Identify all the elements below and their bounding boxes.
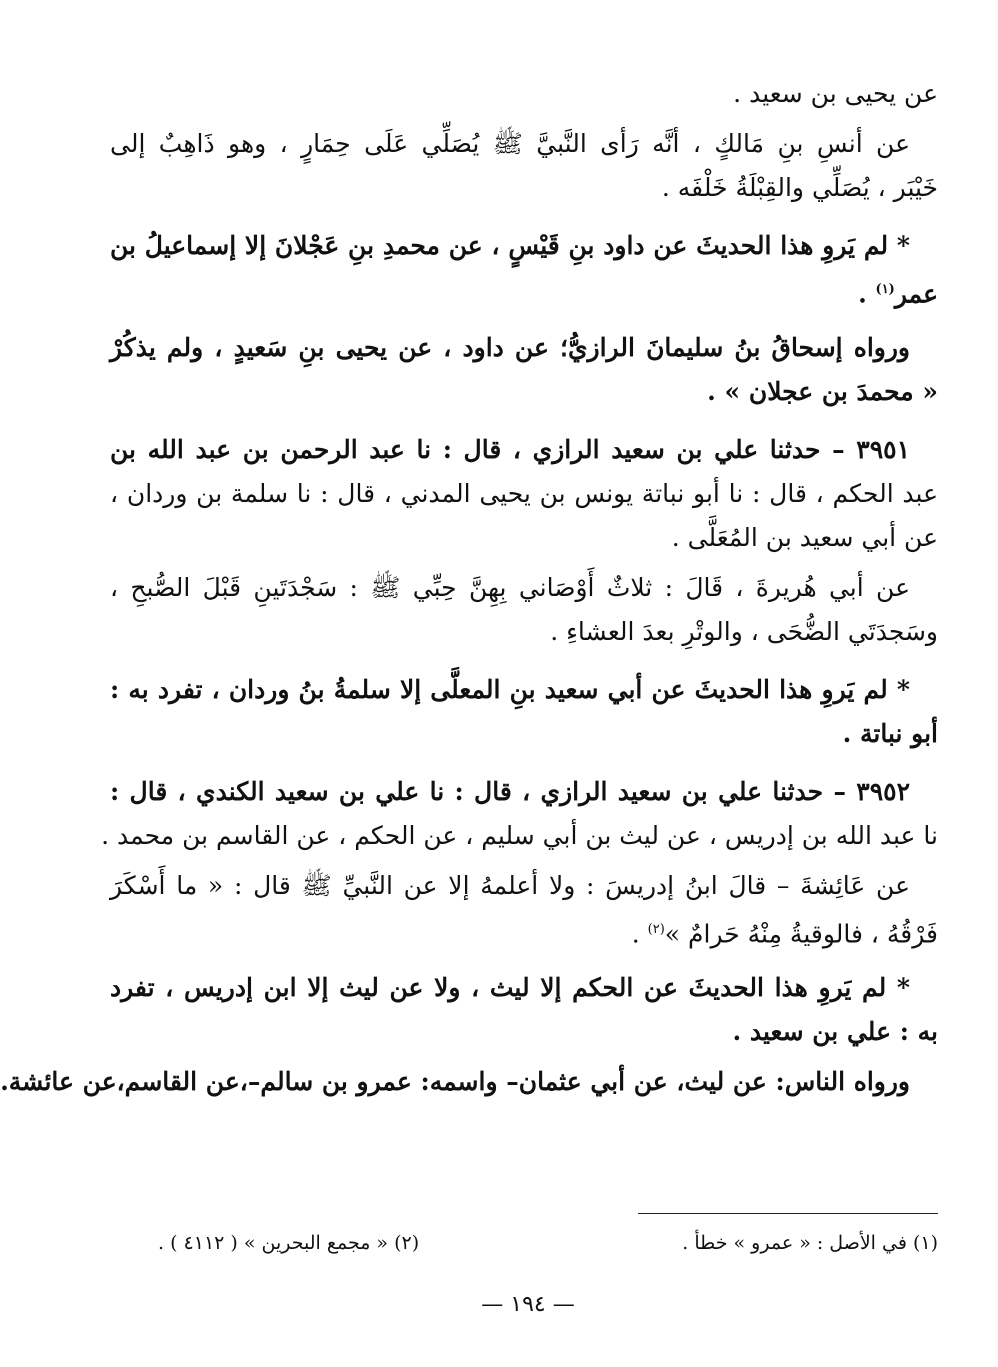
text-line: [110, 908, 938, 952]
paragraph-commentary-2: [110, 326, 938, 414]
text-line: نا عبد الله بن إدريس ، عن ليث بن أبي سليم ، عن الحكم ، عن القاسم بن محمد .: [101, 821, 938, 850]
paragraph-hadith-abu-hurayra: [110, 566, 938, 654]
text-line: ورواه الناس: عن ليث، عن أبي عثمان– واسمه: عمرو بن سالم–،عن القاسم،عن عائشة.: [0, 1067, 910, 1096]
footnote-divider: [638, 1213, 938, 1214]
text-fragment: فَرْقُهُ ، فالوقيةُ مِنْهُ حَرامٌ »: [664, 919, 938, 949]
footnotes: [158, 1228, 938, 1258]
paragraph-commentary-1: [110, 224, 938, 312]
text-line: [110, 268, 938, 312]
footnote-ref-1: (١): [875, 282, 895, 297]
paragraph-hadith-3951: [110, 428, 938, 560]
text-line: [110, 770, 938, 814]
page-body: [0, 72, 938, 1118]
paragraph-hadith-anas: [110, 122, 938, 210]
text-fragment: – حدثنا علي بن سعيد الرازي ، قال : نا عبد الرحمن بن عبد الله بن: [110, 435, 857, 464]
text-line: ورواه إسحاقُ بنُ سليمانَ الرازيُّ؛ عن داود ، عن يحيى بنِ سَعيدٍ ، ولم يذكُرْ: [110, 333, 910, 362]
text-line: عن يحيى بن سعيد .: [733, 79, 938, 108]
text-fragment: .: [858, 279, 876, 309]
paragraph-hadith-3952: [101, 770, 938, 858]
text-line: * لم يَروِ هذا الحديثَ عن الحكم إلا ليث ، ولا عن ليث إلا ابن إدريس ، تفرد: [110, 973, 910, 1002]
text-line: أبو نباتة .: [842, 719, 938, 748]
text-line: * لم يَروِ هذا الحديثَ عن داود بنِ قَيْسٍ ، عن محمدِ بنِ عَجْلانَ إلا إسماعيلُ بن: [110, 231, 910, 260]
text-line: خَيْبَر ، يُصَلِّي والقِبْلَةُ خَلْفَه .: [661, 173, 938, 202]
footnote-2: (٢) « مجمع البحرين » ( ٤١١٢ ) .: [158, 1232, 420, 1254]
text-fragment: – حدثنا علي بن سعيد الرازي ، قال : نا علي بن سعيد الكندي ، قال :: [110, 777, 857, 806]
paragraph-commentary-5: [0, 1060, 938, 1104]
hadith-number: ٣٩٥٢: [856, 777, 910, 806]
text-line: [110, 428, 938, 472]
text-line: عبد الحكم ، قال : نا أبو نباتة يونس بن يحيى المدني ، قال : نا سلمة بن وردان ،: [110, 479, 938, 508]
footnote-ref-2: (٢): [647, 922, 665, 937]
text-line: عن أبي هُريرةَ ، قَالَ : ثلاثٌ أَوْصَاني بِهِنَّ حِبِّي ﷺ : سَجْدَتَينِ قَبْلَ الصُّبحِ ،: [110, 573, 910, 602]
text-line: به : علي بن سعيد .: [732, 1017, 938, 1046]
text-fragment: .: [631, 919, 648, 949]
text-line: عن أنسِ بنِ مَالكٍ ، أنَّه رَأى النَّبيَّ ﷺ يُصَلِّي عَلَى حِمَارٍ ، وهو ذَاهِبٌ إلى: [110, 129, 910, 158]
page-number: — ١٩٤ —: [481, 1292, 575, 1317]
paragraph-hadith-aisha: [110, 864, 938, 952]
text-line: عن أبي سعيد بن المُعَلَّى .: [671, 523, 938, 552]
text-fragment: عمر: [894, 279, 938, 309]
paragraph-isnad-end: [110, 72, 938, 116]
text-line: عن عَائِشةَ – قالَ ابنُ إدريسَ : ولا أعلمهُ إلا عن النَّبيِّ ﷺ قال : « ما أَسْكَرَ: [110, 871, 910, 900]
paragraph-commentary-3: [110, 668, 938, 756]
hadith-number: ٣٩٥١: [856, 435, 910, 464]
text-line: « محمدَ بن عجلان » .: [707, 377, 938, 406]
footnote-1: (١) في الأصل : « عمرو » خطأ .: [682, 1232, 938, 1254]
text-line: * لم يَروِ هذا الحديثَ عن أبي سعيد بنِ المعلَّى إلا سلمةُ بنُ وردان ، تفرد به :: [110, 675, 910, 704]
paragraph-commentary-4: [110, 966, 938, 1054]
text-line: وسَجدَتَي الضُّحَى ، والوتْرِ بعدَ العشاءِ .: [550, 617, 938, 646]
